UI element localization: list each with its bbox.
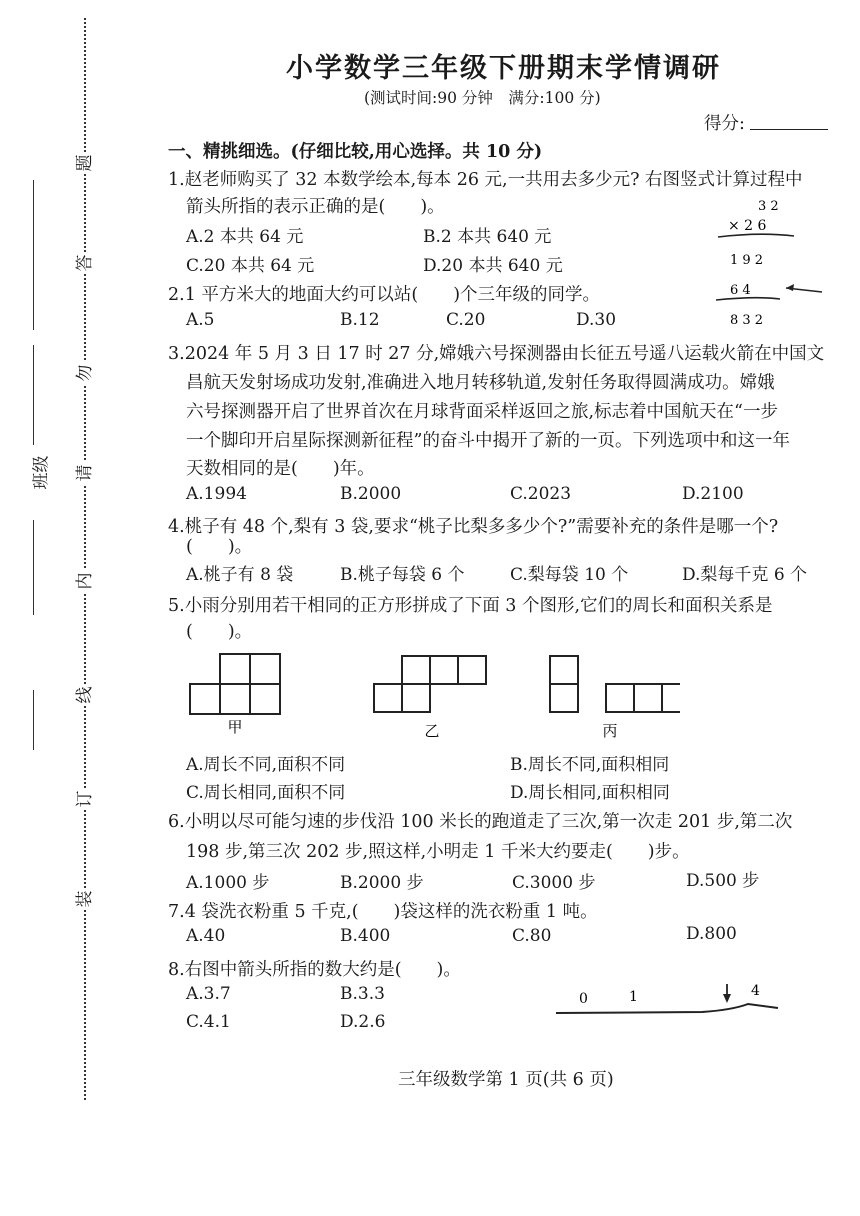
q2-text: 2.1 平方米大的地面大约可以站( )个三年级的同学。 <box>168 285 601 305</box>
q1-option-c[interactable]: C.20 本共 64 元 <box>186 256 315 276</box>
calc-multiplier: × 2 6 <box>728 218 767 234</box>
q1-option-d[interactable]: D.20 本共 640 元 <box>423 256 563 276</box>
class-write-line-upper <box>33 345 34 445</box>
q5-option-b[interactable]: B.周长不同,面积相同 <box>510 755 670 775</box>
q3-option-b[interactable]: B.2000 <box>340 484 402 504</box>
q4-option-b[interactable]: B.桃子每袋 6 个 <box>340 565 465 585</box>
q2-option-d[interactable]: D.30 <box>576 310 617 330</box>
figure-jia <box>190 654 280 714</box>
q7-option-d[interactable]: D.800 <box>686 924 737 944</box>
tick-label-1: 1 <box>629 989 638 1005</box>
bing-square <box>550 684 578 712</box>
class-label: 班级 <box>31 455 52 490</box>
page-subtitle: (测试时间:90 分钟 满分:100 分) <box>364 89 601 107</box>
q3-option-a[interactable]: A.1994 <box>186 484 247 504</box>
q3-option-d[interactable]: D.2100 <box>682 484 744 504</box>
yi-square <box>458 656 486 684</box>
q6-text-line1: 6.小明以尽可能匀速的步伐沿 100 米长的跑道走了三次,第一次走 201 步,第二次 <box>168 812 793 832</box>
q1-text-line1: 1.赵老师购买了 32 本数学绘本,每本 26 元,一共用去多少元? 右图竖式计算过程中 <box>168 170 803 190</box>
calc-partial-1: 1 9 2 <box>730 253 764 268</box>
q6-text-line2: 198 步,第三次 202 步,照这样,小明走 1 千米大约要走( )步。 <box>186 842 690 862</box>
calc-result: 8 3 2 <box>730 313 764 328</box>
page-title: 小学数学三年级下册期末学情调研 <box>286 53 721 84</box>
figure-bing <box>550 656 680 712</box>
q5-option-d[interactable]: D.周长相同,面积相同 <box>510 783 670 803</box>
q1-option-a[interactable]: A.2 本共 64 元 <box>186 227 304 247</box>
q2-option-b[interactable]: B.12 <box>340 310 380 330</box>
figure-label-yi: 乙 <box>424 722 440 740</box>
margin-char-xian: 线 <box>74 684 96 706</box>
margin-char-ding: 订 <box>74 788 96 810</box>
q7-option-a[interactable]: A.40 <box>186 926 226 946</box>
jia-square <box>220 684 250 714</box>
q7-text: 7.4 袋洗衣粉重 5 千克,( )袋这样的洗衣粉重 1 吨。 <box>168 902 598 922</box>
yi-square <box>402 656 430 684</box>
q5-text-line2: ( )。 <box>186 622 253 642</box>
jia-square <box>190 684 220 714</box>
section-title: 一、精挑细选。(仔细比较,用心选择。共 10 分) <box>168 142 543 162</box>
q6-option-a[interactable]: A.1000 步 <box>186 873 270 893</box>
tick-label-4: 4 <box>751 983 760 999</box>
q5-option-a[interactable]: A.周长不同,面积不同 <box>186 755 346 775</box>
q3-text-line1: 3.2024 年 5 月 3 日 17 时 27 分,嫦娥六号探测器由长征五号遥八运载火箭在中国文 <box>168 344 825 364</box>
score-blank[interactable] <box>750 129 828 130</box>
pointer-arrow-head <box>723 994 731 1003</box>
binding-dotted-line <box>84 18 86 1100</box>
q8-option-d[interactable]: D.2.6 <box>340 1012 386 1032</box>
page-footer: 三年级数学第 1 页(共 6 页) <box>398 1070 614 1090</box>
q6-option-c[interactable]: C.3000 步 <box>512 873 596 893</box>
q7-option-c[interactable]: C.80 <box>512 926 552 946</box>
jia-square <box>250 654 280 684</box>
figure-label-jia: 甲 <box>227 718 243 736</box>
number-write-line <box>33 690 34 750</box>
q4-text-line2: ( )。 <box>186 537 253 557</box>
yi-square <box>402 684 430 712</box>
q2-option-a[interactable]: A.5 <box>186 310 215 330</box>
margin-char-zhuang: 装 <box>74 888 96 910</box>
q8-option-b[interactable]: B.3.3 <box>340 984 385 1004</box>
class-write-line-lower <box>33 520 34 615</box>
q7-option-b[interactable]: B.400 <box>340 926 391 946</box>
margin-char-qing: 请 <box>74 462 96 484</box>
jia-square <box>250 684 280 714</box>
q3-text-line2: 昌航天发射场成功发射,准确进入地月转移轨道,发射任务取得圆满成功。嫦娥 <box>186 373 775 393</box>
margin-char-wu: 勿 <box>74 362 96 384</box>
q4-option-d[interactable]: D.梨每千克 6 个 <box>682 565 808 585</box>
figure-yi <box>374 656 486 712</box>
yi-square <box>374 684 402 712</box>
calc-line-1 <box>718 234 794 237</box>
q3-text-line4: 一个脚印开启星际探测新征程”的奋斗中揭开了新的一页。下列选项中和这一年 <box>186 431 790 451</box>
q4-option-c[interactable]: C.梨每袋 10 个 <box>510 565 629 585</box>
q4-option-a[interactable]: A.桃子有 8 袋 <box>186 565 294 585</box>
q3-text-line3: 六号探测器开启了世界首次在月球背面采样返回之旅,标志着中国航天在“一步 <box>186 402 779 422</box>
jia-square <box>220 654 250 684</box>
q5-option-c[interactable]: C.周长相同,面积不同 <box>186 783 346 803</box>
q8-number-line <box>552 976 784 1020</box>
q8-text: 8.右图中箭头所指的数大约是( )。 <box>168 960 461 980</box>
margin-char-ti: 题 <box>74 152 96 174</box>
calc-partial-2: 6 4 <box>730 283 751 298</box>
q1-text-line2: 箭头所指的表示正确的是( )。 <box>186 197 445 217</box>
bing-square <box>634 684 662 712</box>
q5-text-line1: 5.小雨分别用若干相同的正方形拼成了下面 3 个图形,它们的周长和面积关系是 <box>168 596 773 616</box>
q6-option-b[interactable]: B.2000 步 <box>340 873 424 893</box>
q3-text-line5: 天数相同的是( )年。 <box>186 459 375 479</box>
q8-option-a[interactable]: A.3.7 <box>186 984 231 1004</box>
q5-figures <box>180 650 680 740</box>
q1-vertical-calculation <box>700 192 835 332</box>
calc-line-2 <box>716 298 780 300</box>
q4-text-line1: 4.桃子有 48 个,梨有 3 袋,要求“桃子比梨多多少个?”需要补充的条件是哪一个? <box>168 517 779 537</box>
number-line-axis <box>556 1004 778 1013</box>
q6-option-d[interactable]: D.500 步 <box>686 871 760 891</box>
tick-label-0: 0 <box>579 991 588 1007</box>
name-write-line <box>33 180 34 330</box>
calc-top-number: 3 2 <box>758 199 779 214</box>
bing-square <box>606 684 634 712</box>
q2-option-c[interactable]: C.20 <box>446 310 486 330</box>
figure-label-bing: 丙 <box>602 722 618 740</box>
q8-option-c[interactable]: C.4.1 <box>186 1012 231 1032</box>
bing-square <box>662 684 680 712</box>
yi-square <box>430 656 458 684</box>
margin-char-da: 答 <box>74 252 96 274</box>
margin-char-nei: 内 <box>74 570 96 592</box>
score-label: 得分: <box>704 114 745 134</box>
bing-square <box>550 656 578 684</box>
q3-option-c[interactable]: C.2023 <box>510 484 572 504</box>
calc-arrow-head <box>786 284 794 291</box>
q1-option-b[interactable]: B.2 本共 640 元 <box>423 227 552 247</box>
